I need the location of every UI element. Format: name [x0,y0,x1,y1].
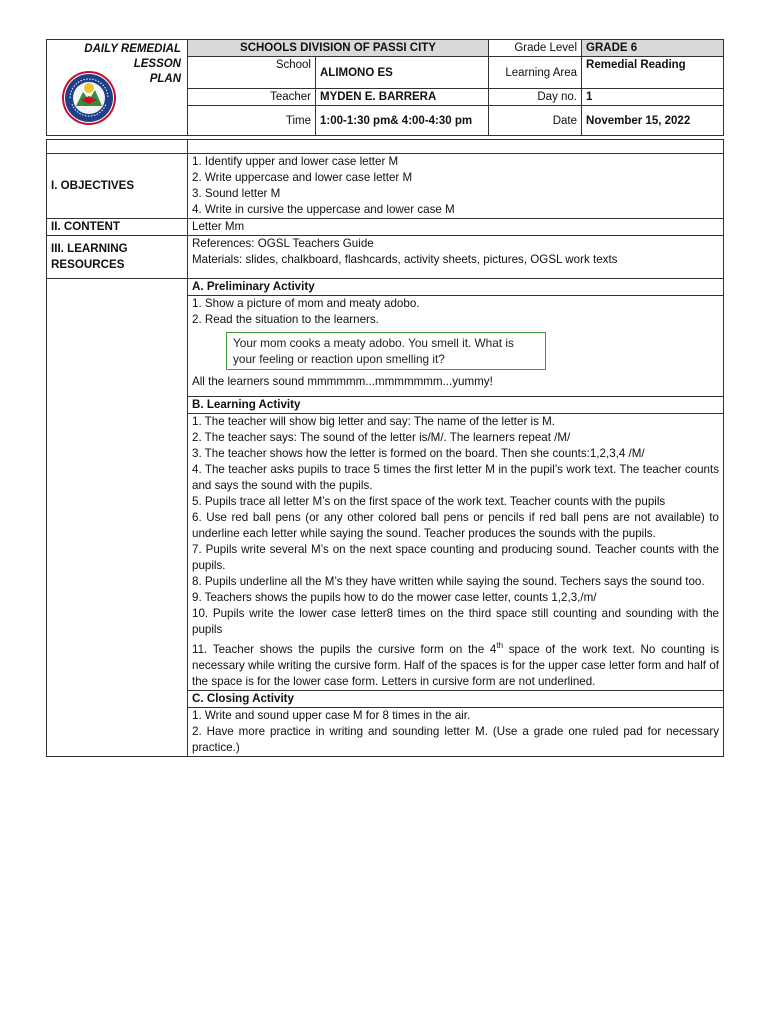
learning-item: 8. Pupils underline all the M’s they have written while saying the sound. Techers says the sound too. [192,575,705,588]
objectives-list [188,154,724,219]
day-label: Day no. [489,89,582,106]
date-label: Date [489,106,582,136]
lesson-body-table [46,139,724,757]
resources-list [188,236,724,279]
learning-item: 10. Pupils write the lower case letter8 times on the third space still counting and sounding with the pupils [192,607,719,636]
time-label: Time [188,106,316,136]
preliminary-heading: A. Preliminary Activity [188,279,724,296]
school-label: School [188,57,316,89]
preliminary-item: 2. Read the situation to the learners. [192,313,379,326]
spacer-cell-right [188,140,724,154]
situation-callout: Your mom cooks a meaty adobo. You smell it. What is your feeling or reaction upon smelling it? [226,332,546,370]
objectives-label: I. OBJECTIVES [47,154,188,219]
teacher-value: MYDEN E. BARRERA [316,89,489,106]
objective-item: 4. Write in cursive the uppercase and lower case M [192,203,455,216]
preliminary-body [188,296,724,397]
closing-heading: C. Closing Activity [188,690,724,707]
time-value: 1:00-1:30 pm& 4:00-4:30 pm [316,106,489,136]
header-table [46,39,724,136]
spacer-cell-left [47,140,188,154]
objective-item: 3. Sound letter M [192,187,281,200]
learning-item: 7. Pupils write several M’s on the next space counting and producing sound. Teacher counts with the pupils. [192,543,719,572]
lesson-plan-title-cell [47,40,188,136]
learners-response: All the learners sound mmmmmm...mmmmmmm...yummy! [192,375,493,388]
grade-level-label: Grade Level [489,40,582,57]
division-name: SCHOOLS DIVISION OF PASSI CITY [188,40,489,57]
learning-item: 6. Use red ball pens (or any other colored ball pens or pencils if red ball pens are not available) to underline each letter while saying the sound. Teacher produces the sounds with the pupils. [192,511,719,540]
learning-item: 11. Teacher shows the pupils the cursive form on the 4th space of the work text. No counting is necessary while writing the cursive form. Half of the spaces is for the upper case letter form and half of the space is for the lower case form. Letters in cursive form are not underlined. [192,641,720,688]
closing-item: 1. Write and sound upper case M for 8 times in the air. [192,708,471,722]
learning-item: 5. Pupils trace all letter M’s on the first space of the work text. Teacher counts with the pupils [192,495,666,508]
closing-body [188,707,724,756]
objective-item: 2. Write uppercase and lower case letter M [192,171,413,184]
learning-item: 4. The teacher asks pupils to trace 5 times the first letter M in the pupil’s work text. The teacher counts and says the sound with the pupils. [192,463,719,492]
learning-area-value: Remedial Reading [582,57,724,89]
grade-level-value: GRADE 6 [582,40,724,57]
learning-item: 3. The teacher shows how the letter is formed on the board. Then she counts:1,2,3,4 /M/ [192,447,645,460]
learning-area-label: Learning Area [489,57,582,89]
learning-item: 2. The teacher says: The sound of the letter is/M/. The learners repeat /M/ [192,431,571,444]
learning-heading: B. Learning Activity [188,397,724,414]
learning-item: 1. The teacher will show big letter and say: The name of the letter is M. [192,415,556,428]
content-label: II. CONTENT [47,219,188,236]
content-value: Letter Mm [188,219,724,236]
deped-seal-icon [61,70,117,126]
resources-label: III. LEARNING RESOURCES [47,236,188,279]
closing-item: 2. Have more practice in writing and sounding letter M. (Use a grade one ruled pad for necessary practice.) [192,724,719,754]
preliminary-item: 1. Show a picture of mom and meaty adobo. [192,297,420,310]
procedure-label-cell [47,279,188,757]
learning-body [188,414,724,691]
references-text: References: OGSL Teachers Guide [192,237,374,250]
objective-item: 1. Identify upper and lower case letter M [192,155,399,168]
day-value: 1 [582,89,724,106]
date-value: November 15, 2022 [582,106,724,136]
lesson-plan-title: DAILY REMEDIAL LESSON PLAN [84,43,181,85]
teacher-label: Teacher [188,89,316,106]
materials-text: Materials: slides, chalkboard, flashcards, activity sheets, pictures, OGSL work texts [192,253,618,266]
learning-item: 9. Teachers shows the pupils how to do the mower case letter, counts 1,2,3,/m/ [192,591,597,604]
school-value: ALIMONO ES [316,57,489,89]
